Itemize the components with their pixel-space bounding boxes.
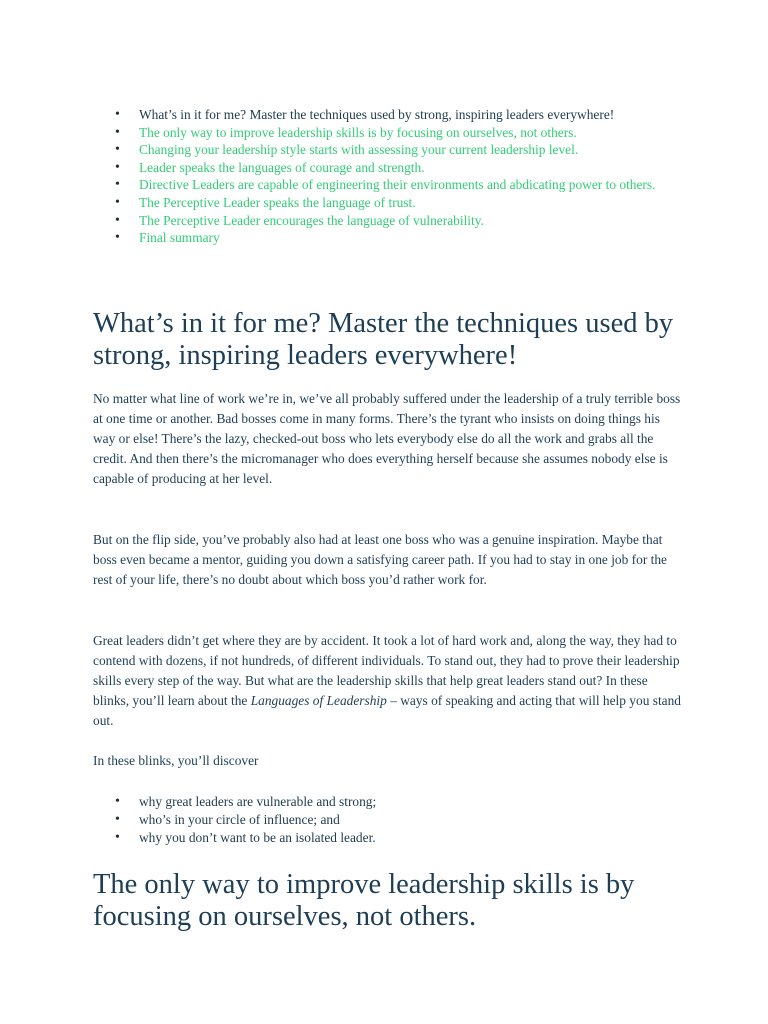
section-heading: What’s in it for me? Master the techniques used by strong, inspiring leaders everywhere! (93, 308, 674, 371)
toc-item-link[interactable]: • Leader speaks the languages of courage and strength. (139, 159, 684, 177)
discover-list (139, 793, 639, 847)
paragraph-text: – ways of speaking and acting that will help you stand out. (93, 693, 682, 729)
toc-item-link[interactable]: • The only way to improve leadership skills is by focusing on ourselves, not others. (139, 124, 684, 142)
list-item: • who’s in your circle of influence; and (139, 811, 639, 829)
list-item: • why great leaders are vulnerable and strong; (139, 793, 639, 811)
section-heading: The only way to improve leadership skills is by focusing on ourselves, not others. (93, 869, 635, 932)
paragraph-text: Great leaders didn’t get where they are by accident. It took a lot of hard work and, along the way, they had to contend with dozens, if not hundreds, of different individuals. To stand out, they had to prove their leadership skills every step of the way. But what are the leadership skills that help great leaders stand out? In these blinks, you’ll learn about the (93, 633, 680, 709)
paragraph: But on the flip side, you’ve probably also had at least one boss who was a genuine inspiration. Maybe that boss even became a mentor, guiding you down a satisfying career path. If you had to stay in one job for the rest of your life, there’s no doubt about which boss you’d rather work for. (93, 532, 667, 588)
toc-item-link[interactable]: • The Perceptive Leader encourages the language of vulnerability. (139, 212, 684, 230)
paragraph (93, 631, 683, 731)
toc-item-link[interactable]: • Changing your leadership style starts with assessing your current leadership level. (139, 141, 684, 159)
toc-item-link[interactable]: • Directive Leaders are capable of engineering their environments and abdicating power to others. (139, 176, 684, 194)
paragraph: No matter what line of work we’re in, we’ve all probably suffered under the leadership of a truly terrible boss at one time or another. Bad bosses come in many forms. There’s the tyrant who insists on doing things his way or else! There’s the lazy, checked-out boss who lets everybody else do all the work and grabs all the credit. And then there’s the micromanager who does everything herself because she assumes nobody else is capable of producing at her level. (93, 391, 681, 487)
paragraph: In these blinks, you’ll discover (93, 753, 259, 768)
table-of-contents (139, 106, 684, 247)
toc-item-intro: • What’s in it for me? Master the techniques used by strong, inspiring leaders everywhere! (139, 106, 684, 124)
emphasis-text: Languages of Leadership (250, 693, 387, 709)
list-item: • why you don’t want to be an isolated leader. (139, 829, 639, 847)
toc-item-link[interactable]: • The Perceptive Leader speaks the language of trust. (139, 194, 684, 212)
toc-item-link[interactable]: • Final summary (139, 229, 684, 247)
